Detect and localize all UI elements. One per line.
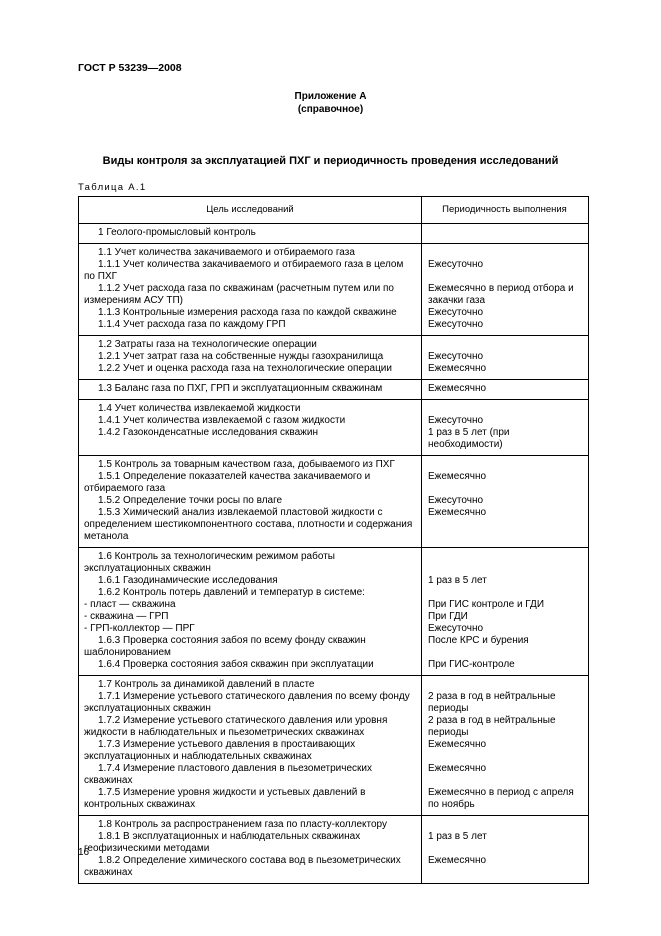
table-section bbox=[79, 244, 588, 336]
table-row bbox=[79, 415, 588, 427]
cell-frequency: Ежемесячно bbox=[428, 855, 487, 866]
table-row bbox=[79, 855, 588, 879]
cell-frequency: Ежемесячно bbox=[428, 363, 487, 374]
table-row bbox=[79, 283, 588, 307]
cell-purpose: 1.8 Контроль за распространением газа по пласту-коллектору bbox=[98, 819, 388, 830]
table-row bbox=[79, 247, 588, 259]
cell-purpose: 1 Геолого-промысловый контроль bbox=[98, 227, 256, 238]
cell-purpose: - ГРП-коллектор — ПРГ bbox=[84, 623, 195, 634]
page-number: 16 bbox=[78, 847, 90, 858]
table-row bbox=[79, 307, 588, 319]
cell-frequency: 1 раз в 5 лет (при необходимости) bbox=[428, 427, 510, 450]
cell-purpose: 1.1.2 Учет расхода газа по скважинам (расчетным путем или по измерениям АСУ ТП) bbox=[84, 283, 394, 306]
header-cell-purpose: Цель исследований bbox=[206, 204, 294, 215]
table-section bbox=[79, 548, 588, 676]
cell-frequency: При ГИС-контроле bbox=[428, 659, 515, 670]
table-caption: Таблица А.1 bbox=[78, 182, 147, 193]
cell-purpose: 1.1 Учет количества закачиваемого и отбираемого газа bbox=[98, 247, 355, 258]
cell-purpose: 1.5.2 Определение точки росы по влаге bbox=[98, 495, 283, 506]
cell-frequency: 2 раза в год в нейтральные периоды bbox=[428, 715, 556, 738]
cell-purpose: 1.6.3 Проверка состояния забоя по всему фонду скважин шаблонированием bbox=[84, 635, 366, 658]
table-row bbox=[79, 319, 588, 331]
table-row bbox=[79, 471, 588, 495]
cell-purpose: 1.4.1 Учет количества извлекаемой с газом жидкости bbox=[98, 415, 346, 426]
cell-frequency: Ежемесячно bbox=[428, 507, 487, 518]
cell-frequency: 1 раз в 5 лет bbox=[428, 831, 487, 842]
table-row bbox=[79, 495, 588, 507]
cell-purpose: 1.5.1 Определение показателей качества закачиваемого и отбираемого газа bbox=[84, 471, 371, 494]
cell-purpose: 1.1.3 Контрольные измерения расхода газа по каждой скважине bbox=[98, 307, 397, 318]
cell-frequency: Ежесуточно bbox=[428, 351, 484, 362]
table-row bbox=[79, 819, 588, 831]
cell-purpose: 1.3 Баланс газа по ПХГ, ГРП и эксплуатационным скважинам bbox=[98, 383, 383, 394]
table-section bbox=[79, 224, 588, 244]
table-row bbox=[79, 339, 588, 351]
cell-purpose: 1.7.5 Измерение уровня жидкости и устьевых давлений в контрольных скважинах bbox=[84, 787, 366, 810]
cell-purpose: 1.5 Контроль за товарным качеством газа, добываемого из ПХГ bbox=[98, 459, 395, 470]
cell-frequency: Ежемесячно bbox=[428, 763, 487, 774]
cell-frequency: Ежесуточно bbox=[428, 319, 484, 330]
table-section bbox=[79, 400, 588, 456]
cell-purpose: 1.2.1 Учет затрат газа на собственные нужды газохранилища bbox=[98, 351, 384, 362]
column-divider bbox=[421, 197, 422, 883]
cell-frequency: Ежемесячно bbox=[428, 739, 487, 750]
appendix-block bbox=[0, 90, 661, 116]
cell-purpose: - скважина — ГРП bbox=[84, 611, 169, 622]
table-section bbox=[79, 456, 588, 548]
table-row bbox=[79, 587, 588, 599]
cell-frequency: Ежесуточно bbox=[428, 415, 484, 426]
table-row bbox=[79, 623, 588, 635]
cell-frequency: 2 раза в год в нейтральные периоды bbox=[428, 691, 556, 714]
table-row bbox=[79, 715, 588, 739]
cell-purpose: 1.8.2 Определение химического состава вод в пьезометрических скважинах bbox=[84, 855, 401, 878]
table-row bbox=[79, 363, 588, 375]
header-cell-frequency: Периодичность выполнения bbox=[442, 204, 567, 215]
cell-frequency: Ежемесячно в период отбора и закачки газа bbox=[428, 283, 574, 306]
cell-purpose: 1.6.4 Проверка состояния забоя скважин при эксплуатации bbox=[98, 659, 374, 670]
cell-purpose: 1.4 Учет количества извлекаемой жидкости bbox=[98, 403, 301, 414]
cell-frequency: Ежесуточно bbox=[428, 623, 484, 634]
table-row bbox=[79, 227, 588, 239]
cell-purpose: 1.7.3 Измерение устьевого давления в простаивающих эксплуатационных и наблюдательных скважинах bbox=[84, 739, 356, 762]
table-section bbox=[79, 676, 588, 816]
table-row bbox=[79, 691, 588, 715]
table-row bbox=[79, 575, 588, 587]
cell-purpose: 1.7.1 Измерение устьевого статического давления по всему фонду эксплуатационных скважин bbox=[84, 691, 410, 714]
cell-purpose: 1.2 Затраты газа на технологические операции bbox=[98, 339, 317, 350]
table-row bbox=[79, 831, 588, 855]
table-row bbox=[79, 551, 588, 575]
table-row bbox=[79, 739, 588, 763]
cell-purpose: 1.6 Контроль за технологическим режимом работы эксплуатационных скважин bbox=[84, 551, 335, 574]
cell-frequency: После КРС и бурения bbox=[428, 635, 529, 646]
table-section bbox=[79, 380, 588, 400]
table-row bbox=[79, 427, 588, 451]
cell-purpose: 1.7 Контроль за динамикой давлений в пласте bbox=[98, 679, 315, 690]
table-row bbox=[79, 659, 588, 671]
appendix-note: (справочное) bbox=[297, 104, 364, 115]
cell-frequency: Ежемесячно bbox=[428, 383, 487, 394]
cell-purpose: 1.1.4 Учет расхода газа по каждому ГРП bbox=[98, 319, 286, 330]
cell-purpose: 1.5.3 Химический анализ извлекаемой пластовой жидкости с определением шестикомпонентного состава, плотности и содержания метанола bbox=[84, 507, 413, 542]
document-title: Виды контроля за эксплуатацией ПХГ и периодичность проведения исследований bbox=[102, 155, 559, 167]
cell-purpose: 1.6.1 Газодинамические исследования bbox=[98, 575, 278, 586]
cell-purpose: - пласт — скважина bbox=[84, 599, 176, 610]
cell-purpose: 1.7.2 Измерение устьевого статического давления или уровня жидкости в наблюдательных и пьезометрических скважинах bbox=[84, 715, 388, 738]
cell-purpose: 1.1.1 Учет количества закачиваемого и отбираемого газа в целом по ПХГ bbox=[84, 259, 404, 282]
cell-purpose: 1.8.1 В эксплуатационных и наблюдательных скважинах геофизическими методами bbox=[84, 831, 361, 854]
cell-purpose: 1.4.2 Газоконденсатные исследования скважин bbox=[98, 427, 318, 438]
table-row bbox=[79, 679, 588, 691]
cell-purpose: 1.6.2 Контроль потерь давлений и температур в системе: bbox=[98, 587, 365, 598]
table-row bbox=[79, 599, 588, 611]
control-types-table bbox=[78, 196, 589, 884]
table-header-row bbox=[79, 197, 588, 224]
table-row bbox=[79, 351, 588, 363]
cell-frequency: Ежесуточно bbox=[428, 307, 484, 318]
cell-purpose: 1.7.4 Измерение пластового давления в пьезометрических скважинах bbox=[84, 763, 373, 786]
cell-frequency: 1 раз в 5 лет bbox=[428, 575, 487, 586]
table-row bbox=[79, 763, 588, 787]
table-section bbox=[79, 336, 588, 380]
appendix-title: Приложение А bbox=[294, 91, 367, 102]
table-row bbox=[79, 383, 588, 395]
cell-frequency: Ежемесячно bbox=[428, 471, 487, 482]
table-row bbox=[79, 459, 588, 471]
cell-frequency: Ежемесячно в период с апреля по ноябрь bbox=[428, 787, 574, 810]
standard-number: ГОСТ Р 53239—2008 bbox=[78, 62, 182, 74]
cell-frequency: При ГДИ bbox=[428, 611, 468, 622]
cell-frequency: Ежесуточно bbox=[428, 495, 484, 506]
table-row bbox=[79, 611, 588, 623]
table-row bbox=[79, 635, 588, 659]
cell-frequency: При ГИС контроле и ГДИ bbox=[428, 599, 545, 610]
table-section bbox=[79, 816, 588, 883]
table-row bbox=[79, 403, 588, 415]
cell-purpose: 1.2.2 Учет и оценка расхода газа на технологические операции bbox=[98, 363, 392, 374]
table-row bbox=[79, 507, 588, 543]
cell-frequency: Ежесуточно bbox=[428, 259, 484, 270]
table-row bbox=[79, 787, 588, 811]
table-row bbox=[79, 259, 588, 283]
table-body bbox=[79, 224, 588, 883]
